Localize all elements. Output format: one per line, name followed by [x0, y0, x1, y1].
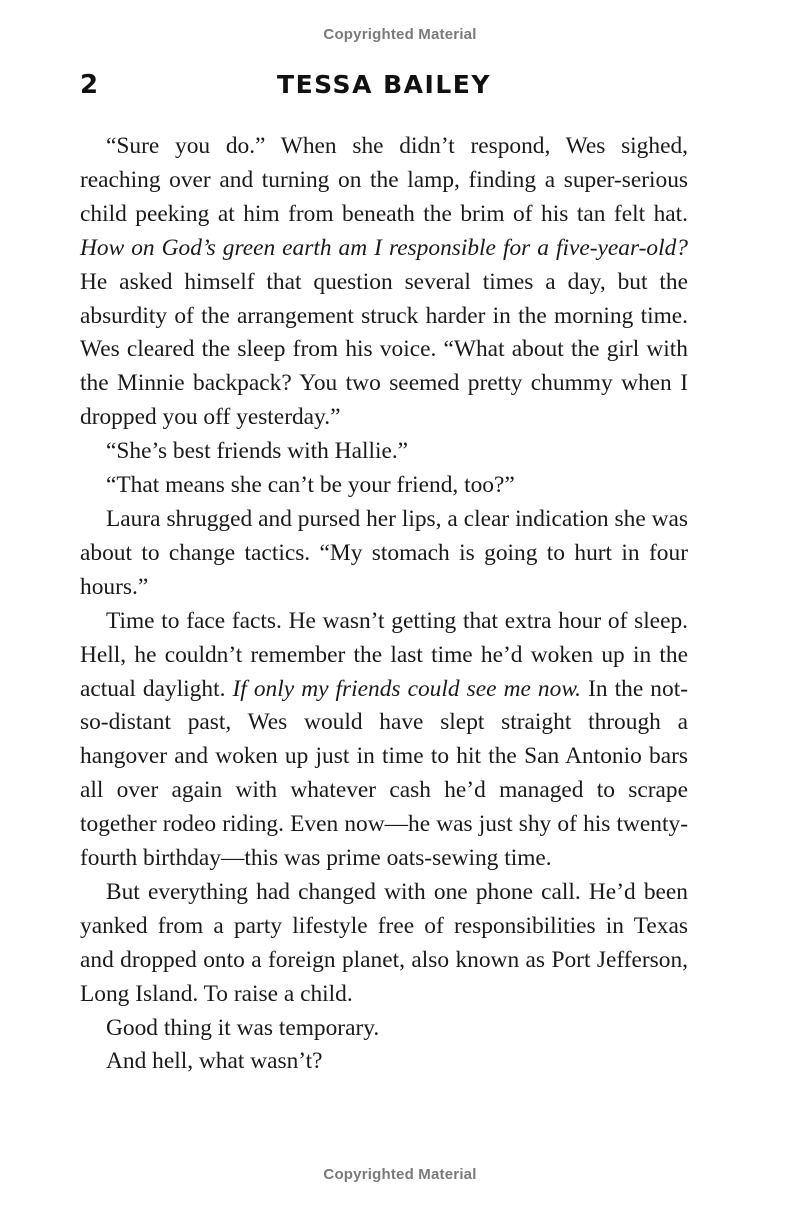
paragraph-text: He asked himself that question several times a day, but the absurdity of the arrangement struck harder in the morning time. Wes cleared the sleep from his voice. “What about the girl with the Minnie backpack? You two seemed pretty chummy when I dropped you off yesterday.”	[80, 268, 688, 431]
copyright-watermark-top: Copyrighted Material	[323, 26, 477, 43]
page-number: 2	[80, 70, 99, 100]
paragraph-text: Time to face facts. He wasn’t getting that extra hour of sleep. Hell, he couldn’t remember the last time he’d woken up in the actual daylight.	[80, 607, 688, 702]
paragraph-text: In the not-so-distant past, Wes would have slept straight through a hangover and woken up just in time to hit the San Antonio bars all over again with whatever cash he’d managed to scrape together rodeo riding. Even now—he was just shy of his twenty-fourth birthday—this was prime oats-sewing time.	[80, 675, 688, 872]
author-name: TESSA BAILEY	[277, 70, 491, 99]
italic-thought: If only my friends could see me now.	[232, 675, 582, 702]
body-text	[80, 130, 688, 1079]
copyright-watermark-bottom: Copyrighted Material	[323, 1166, 477, 1183]
paragraph: “She’s best friends with Hallie.”	[106, 438, 409, 465]
running-header	[80, 66, 688, 106]
paragraph	[80, 130, 688, 435]
paragraph	[80, 605, 688, 876]
paragraph: “That means she can’t be your friend, too?”	[106, 472, 515, 499]
paragraph-text: “Sure you do.” When she didn’t respond, Wes sighed, reaching over and turning on the lamp, finding a super-serious child peeking at him from beneath the brim of his tan felt hat.	[80, 133, 688, 227]
paragraph: Good thing it was temporary.	[106, 1014, 380, 1041]
paragraph: But everything had changed with one phone call. He’d been yanked from a party lifestyle free of responsibilities in Texas and dropped onto a foreign planet, also known as Port Jefferson, Long Island. To raise a child.	[80, 878, 688, 1007]
paragraph: And hell, what wasn’t?	[106, 1048, 323, 1075]
paragraph: Laura shrugged and pursed her lips, a clear indication she was about to change tactics. “My stomach is going to hurt in four hours.”	[80, 505, 688, 600]
italic-thought: How on God’s green earth am I responsible for a five-year-old?	[80, 234, 688, 261]
